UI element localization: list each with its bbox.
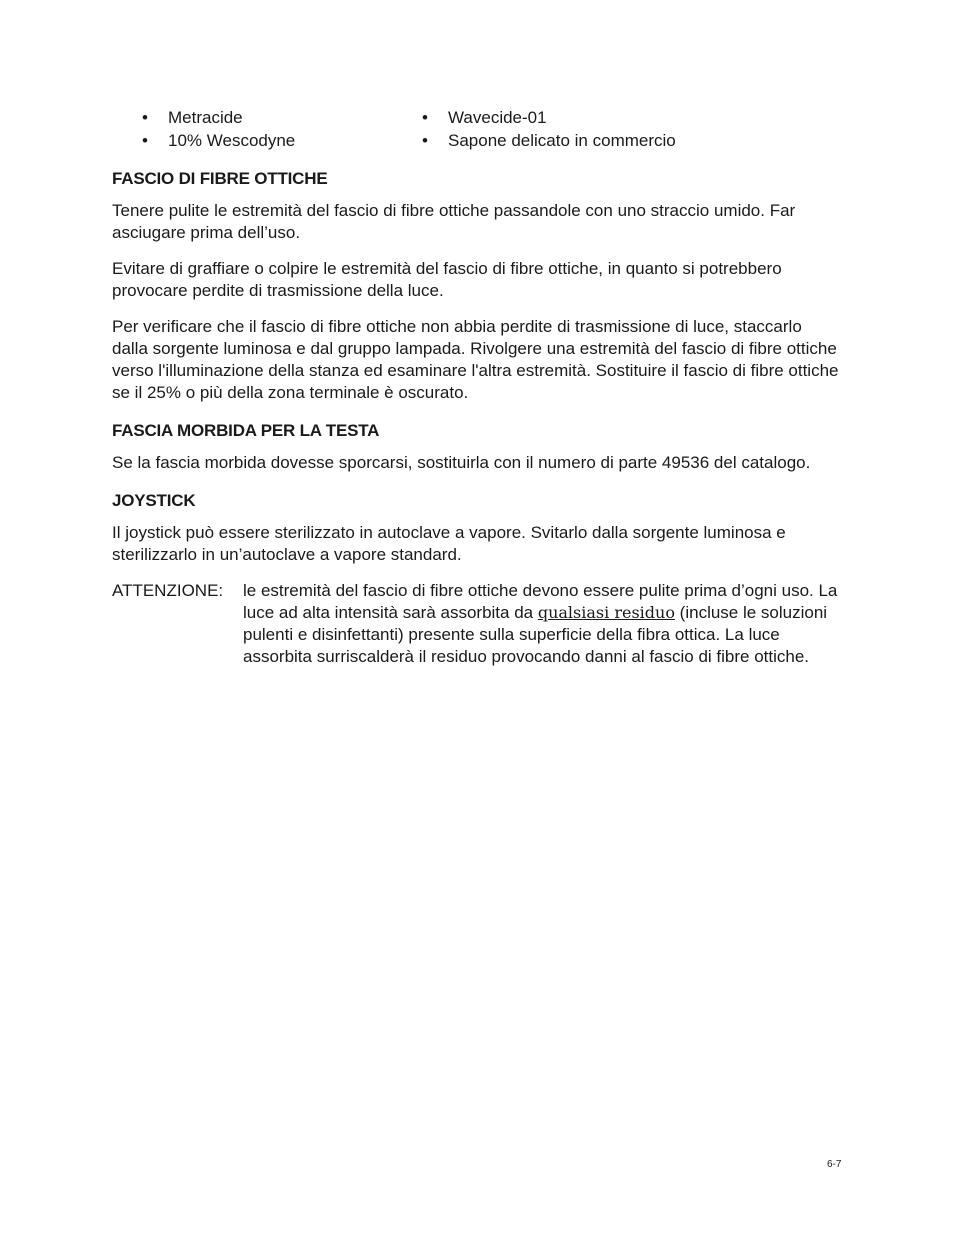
list-item bbox=[422, 130, 842, 152]
bullet-icon: • bbox=[422, 131, 428, 150]
paragraph: Tenere pulite le estremità del fascio di fibre ottiche passandole con uno straccio umido. Far asciugare prima dell’uso. bbox=[112, 201, 796, 242]
paragraph: Per verificare che il fascio di fibre ottiche non abbia perdite di trasmissione di luce, staccarlo dalla sorgente luminosa e dal gruppo lampada. Rivolgere una estremità del fascio di fibre ottiche verso l'illuminazione della stanza ed esaminare l'altra estremità. Sostituire il fascio di fibre ottiche se il 25% o più della zona terminale è oscurato. bbox=[112, 317, 839, 402]
page-content bbox=[112, 107, 842, 668]
paragraph: Se la fascia morbida dovesse sporcarsi, sostituirla con il numero di parte 49536 del catalogo. bbox=[112, 453, 811, 472]
caution-note bbox=[112, 580, 842, 668]
list-item-label: Sapone delicato in commercio bbox=[448, 131, 676, 150]
list-item-label: Metracide bbox=[168, 108, 243, 127]
section-heading-fibre: FASCIO DI FIBRE OTTICHE bbox=[112, 169, 328, 188]
disinfectant-list bbox=[142, 107, 842, 152]
caution-underlined-text: qualsiasi residuo bbox=[537, 603, 675, 622]
caution-text-end: (incluse le soluzioni pulenti e disinfettanti) presente sulla superficie della fibra ottica. La luce assorbita surriscalderà il residuo provocando danni al fascio di fibre ottiche. bbox=[243, 603, 828, 666]
paragraph: Evitare di graffiare o colpire le estremità del fascio di fibre ottiche, in quanto si potrebbero provocare perdite di trasmissione della luce. bbox=[112, 259, 782, 300]
bullet-icon: • bbox=[422, 108, 428, 127]
bullet-icon: • bbox=[142, 108, 148, 127]
section-heading-joystick: JOYSTICK bbox=[112, 491, 196, 510]
list-item bbox=[142, 107, 422, 129]
section-heading-fascia: FASCIA MORBIDA PER LA TESTA bbox=[112, 421, 380, 440]
list-item bbox=[422, 107, 842, 129]
paragraph: Il joystick può essere sterilizzato in autoclave a vapore. Svitarlo dalla sorgente luminosa e sterilizzarlo in un’autoclave a vapore standard. bbox=[112, 523, 786, 564]
list-item bbox=[142, 130, 422, 152]
caution-text bbox=[243, 580, 842, 668]
caution-label: ATTENZIONE: bbox=[112, 581, 224, 600]
list-item-label: 10% Wescodyne bbox=[168, 131, 296, 150]
list-item-label: Wavecide-01 bbox=[448, 108, 547, 127]
page-number: 6-7 bbox=[827, 1159, 842, 1170]
bullet-icon: • bbox=[142, 131, 148, 150]
caution-text-start: le estremità del fascio di fibre ottiche devono essere pulite prima d’ogni uso. La luce ad alta intensità sarà assorbita da bbox=[243, 581, 838, 622]
